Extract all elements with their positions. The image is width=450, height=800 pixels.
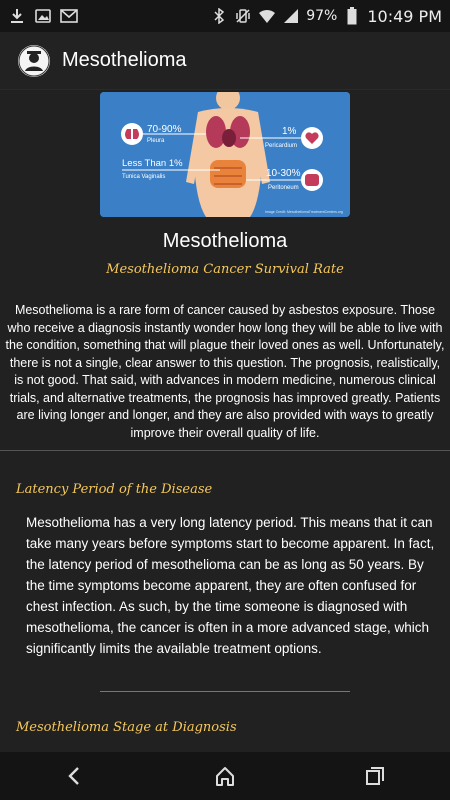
article-title: Mesothelioma xyxy=(162,230,288,252)
back-button[interactable] xyxy=(45,752,105,800)
back-icon xyxy=(65,765,85,787)
section-heading-latency: Latency Period of the Disease xyxy=(16,482,213,497)
notification-icons xyxy=(8,7,78,25)
recents-icon xyxy=(364,765,386,787)
pericardium-percent: 1% xyxy=(282,126,297,137)
recents-button[interactable] xyxy=(345,752,405,800)
intro-paragraph: Mesothelioma is a rare form of cancer caused by asbestos exposure. Those who receive a diagnosis instantly wonder how long they will be able to live with the condition, something that will plague their loved ones as well. Unfortunately, there is not a single, clear answer to this question. The prognosis, realistically, is not good. That said, with advances in modern medicine, numerous clinical trials, and alternative treatments, the prognosis has improved greatly. Patients are living longer and longer, and they are also provided with ways to greatly improve their overall quality of life. xyxy=(5,303,445,440)
status-bar xyxy=(0,0,450,32)
bluetooth-icon xyxy=(210,7,228,25)
home-icon xyxy=(214,765,236,787)
image-credit: Image Credit: MesotheliomaTreatmentCenters.org xyxy=(265,210,343,214)
image-icon xyxy=(34,7,52,25)
download-icon xyxy=(8,7,26,25)
home-button[interactable] xyxy=(195,752,255,800)
gmail-icon xyxy=(60,7,78,25)
section-divider xyxy=(100,691,350,692)
signal-icon xyxy=(282,7,300,25)
peritoneum-label: Peritoneum xyxy=(268,185,299,191)
wifi-icon xyxy=(258,7,276,25)
peritoneum-percent: 10-30% xyxy=(266,168,301,179)
tunica-label: Tunica Vaginalis xyxy=(122,174,166,180)
system-nav-bar xyxy=(0,752,450,800)
app-logo-icon[interactable] xyxy=(18,45,50,77)
section-heading-stage: Mesothelioma Stage at Diagnosis xyxy=(16,720,237,735)
battery-icon xyxy=(343,7,361,25)
pleura-label: Pleura xyxy=(147,138,165,144)
app-bar xyxy=(0,32,450,90)
article-content[interactable] xyxy=(0,90,450,752)
vibrate-icon xyxy=(234,7,252,25)
tunica-percent: Less Than 1% xyxy=(122,158,183,169)
clock: 10:49 PM xyxy=(367,6,442,26)
pericardium-label: Pericardium xyxy=(265,143,298,149)
app-title: Mesothelioma xyxy=(62,49,187,71)
latency-paragraph: Mesothelioma has a very long latency period. This means that it can take many years before symptoms start to become apparent. In fact, the latency period of mesothelioma can be as long as 50 years. By the time symptoms become apparent, they are often confused for chest infection. As such, by the time someone is diagnosed with mesothelioma, the cancer is often in a more advanced stage, which significantly limits the available treatment options. xyxy=(26,515,435,656)
article-subtitle: Mesothelioma Cancer Survival Rate xyxy=(106,262,344,277)
hero-infographic xyxy=(100,92,350,217)
battery-percent: 97% xyxy=(306,8,338,24)
pleura-percent: 70-90% xyxy=(147,124,182,135)
divider xyxy=(0,450,450,451)
